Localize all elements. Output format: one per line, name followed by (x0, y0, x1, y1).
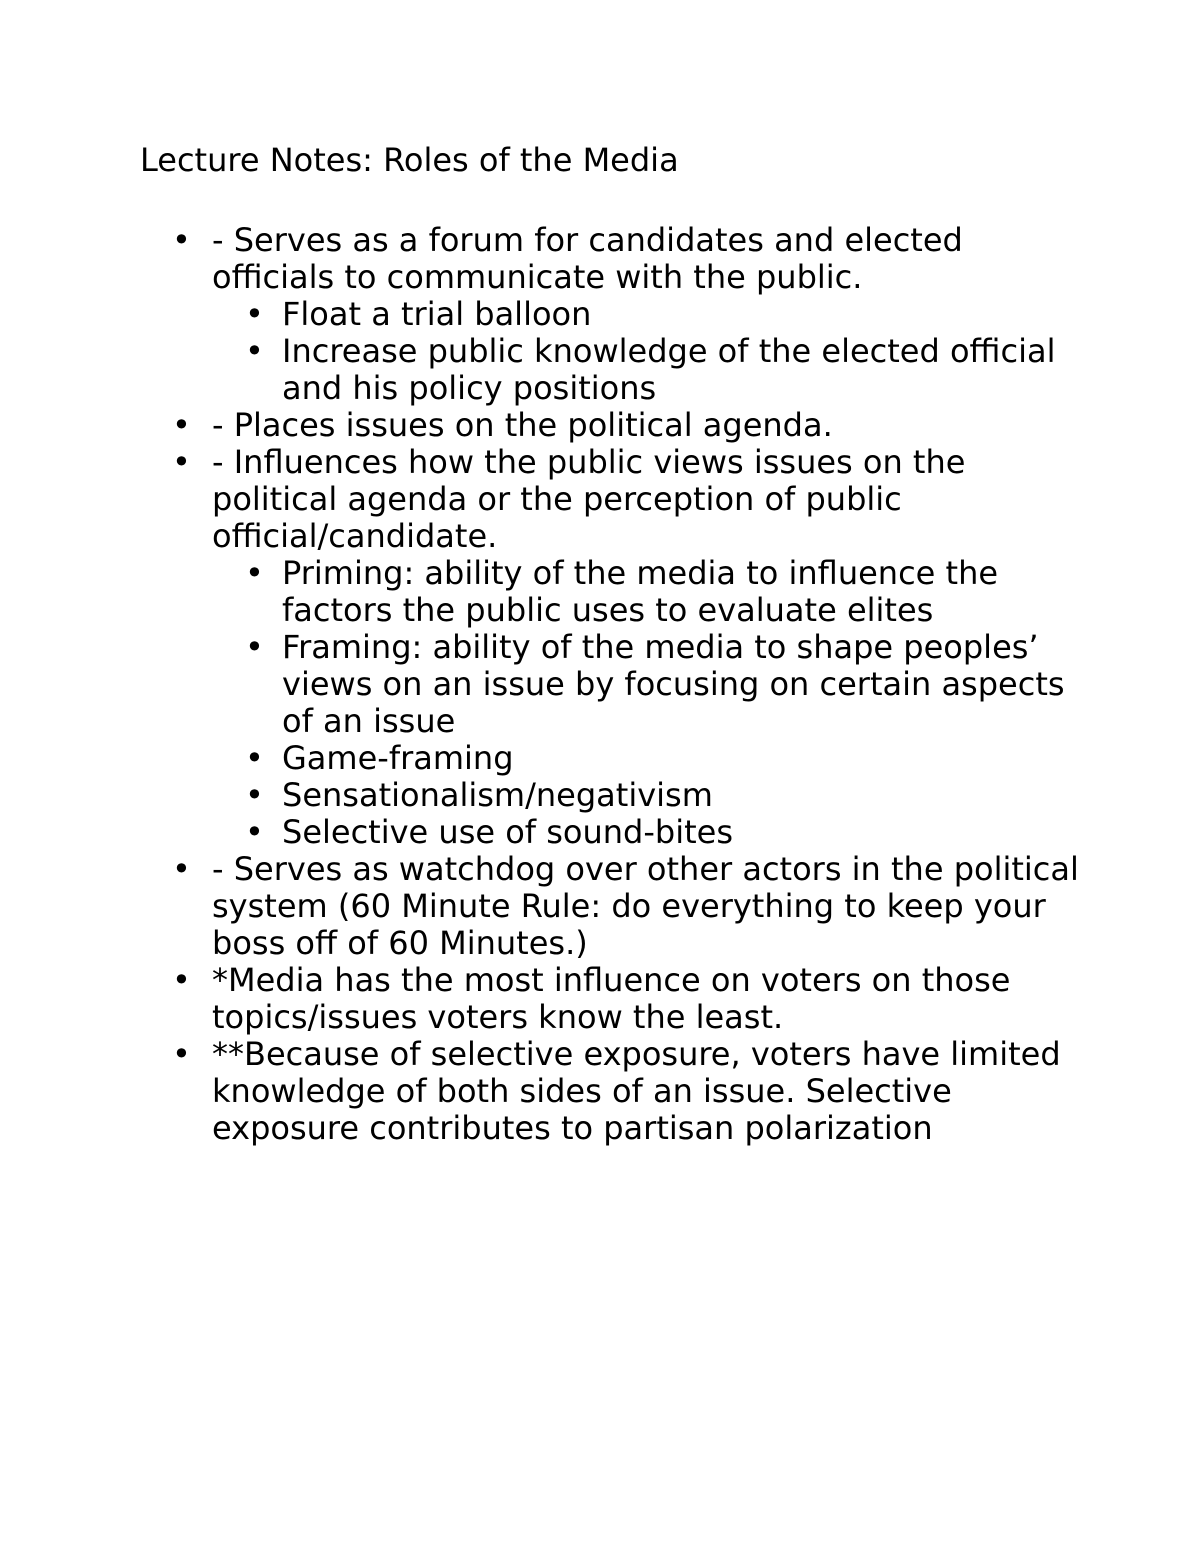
list-item (140, 407, 1080, 444)
list-item-text: **Because of selective exposure, voters have limited knowledge of both sides of an issue. Selective exposure contributes to partisan polarization (212, 1035, 1061, 1147)
sub-list-item (212, 555, 1080, 629)
page-title: Lecture Notes: Roles of the Media (140, 141, 679, 179)
bullet-icon: • (245, 295, 264, 333)
sub-list-item-text: Sensationalism/negativism (282, 776, 713, 814)
bullet-icon: • (245, 554, 264, 592)
notes-list (140, 222, 1080, 1147)
sub-list-item-text: Game-framing (282, 739, 514, 777)
sub-list-item (212, 296, 1080, 333)
sub-list-item-text: Selective use of sound-bites (282, 813, 734, 851)
list-item (140, 962, 1080, 1036)
sub-list-item-text: Float a trial balloon (282, 295, 592, 333)
bullet-icon: • (172, 1035, 191, 1073)
list-item-text: - Influences how the public views issues on the political agenda or the perception of public official/candidate. (212, 443, 966, 555)
bullet-icon: • (245, 739, 264, 777)
bullet-icon: • (245, 776, 264, 814)
sub-list-item (212, 814, 1080, 851)
sub-list-item-text: Priming: ability of the media to influence the factors the public uses to evaluate elites (282, 554, 999, 629)
sub-list-item (212, 777, 1080, 814)
list-item (140, 1036, 1080, 1147)
bullet-icon: • (245, 332, 264, 370)
sub-list-item (212, 740, 1080, 777)
sub-list (212, 555, 1080, 851)
bullet-icon: • (172, 443, 191, 481)
sub-list-item-text: Framing: ability of the media to shape peoples’ views on an issue by focusing on certain aspects of an issue (282, 628, 1065, 740)
bullet-icon: • (172, 961, 191, 999)
list-item (140, 222, 1080, 407)
bullet-icon: • (245, 813, 264, 851)
sub-list-item-text: Increase public knowledge of the elected official and his policy positions (282, 332, 1056, 407)
sub-list-item (212, 629, 1080, 740)
list-item-text: - Serves as watchdog over other actors in the political system (60 Minute Rule: do everything to keep your boss off of 60 Minutes.) (212, 850, 1079, 962)
sub-list-item (212, 333, 1080, 407)
bullet-icon: • (245, 628, 264, 666)
list-item (140, 444, 1080, 851)
list-item-text: *Media has the most influence on voters on those topics/issues voters know the least. (212, 961, 1011, 1036)
sub-list (212, 296, 1080, 407)
bullet-icon: • (172, 221, 191, 259)
list-item-text: - Serves as a forum for candidates and elected officials to communicate with the public. (212, 221, 963, 296)
bullet-icon: • (172, 850, 191, 888)
list-item-text: - Places issues on the political agenda. (212, 406, 833, 444)
bullet-icon: • (172, 406, 191, 444)
list-item (140, 851, 1080, 962)
